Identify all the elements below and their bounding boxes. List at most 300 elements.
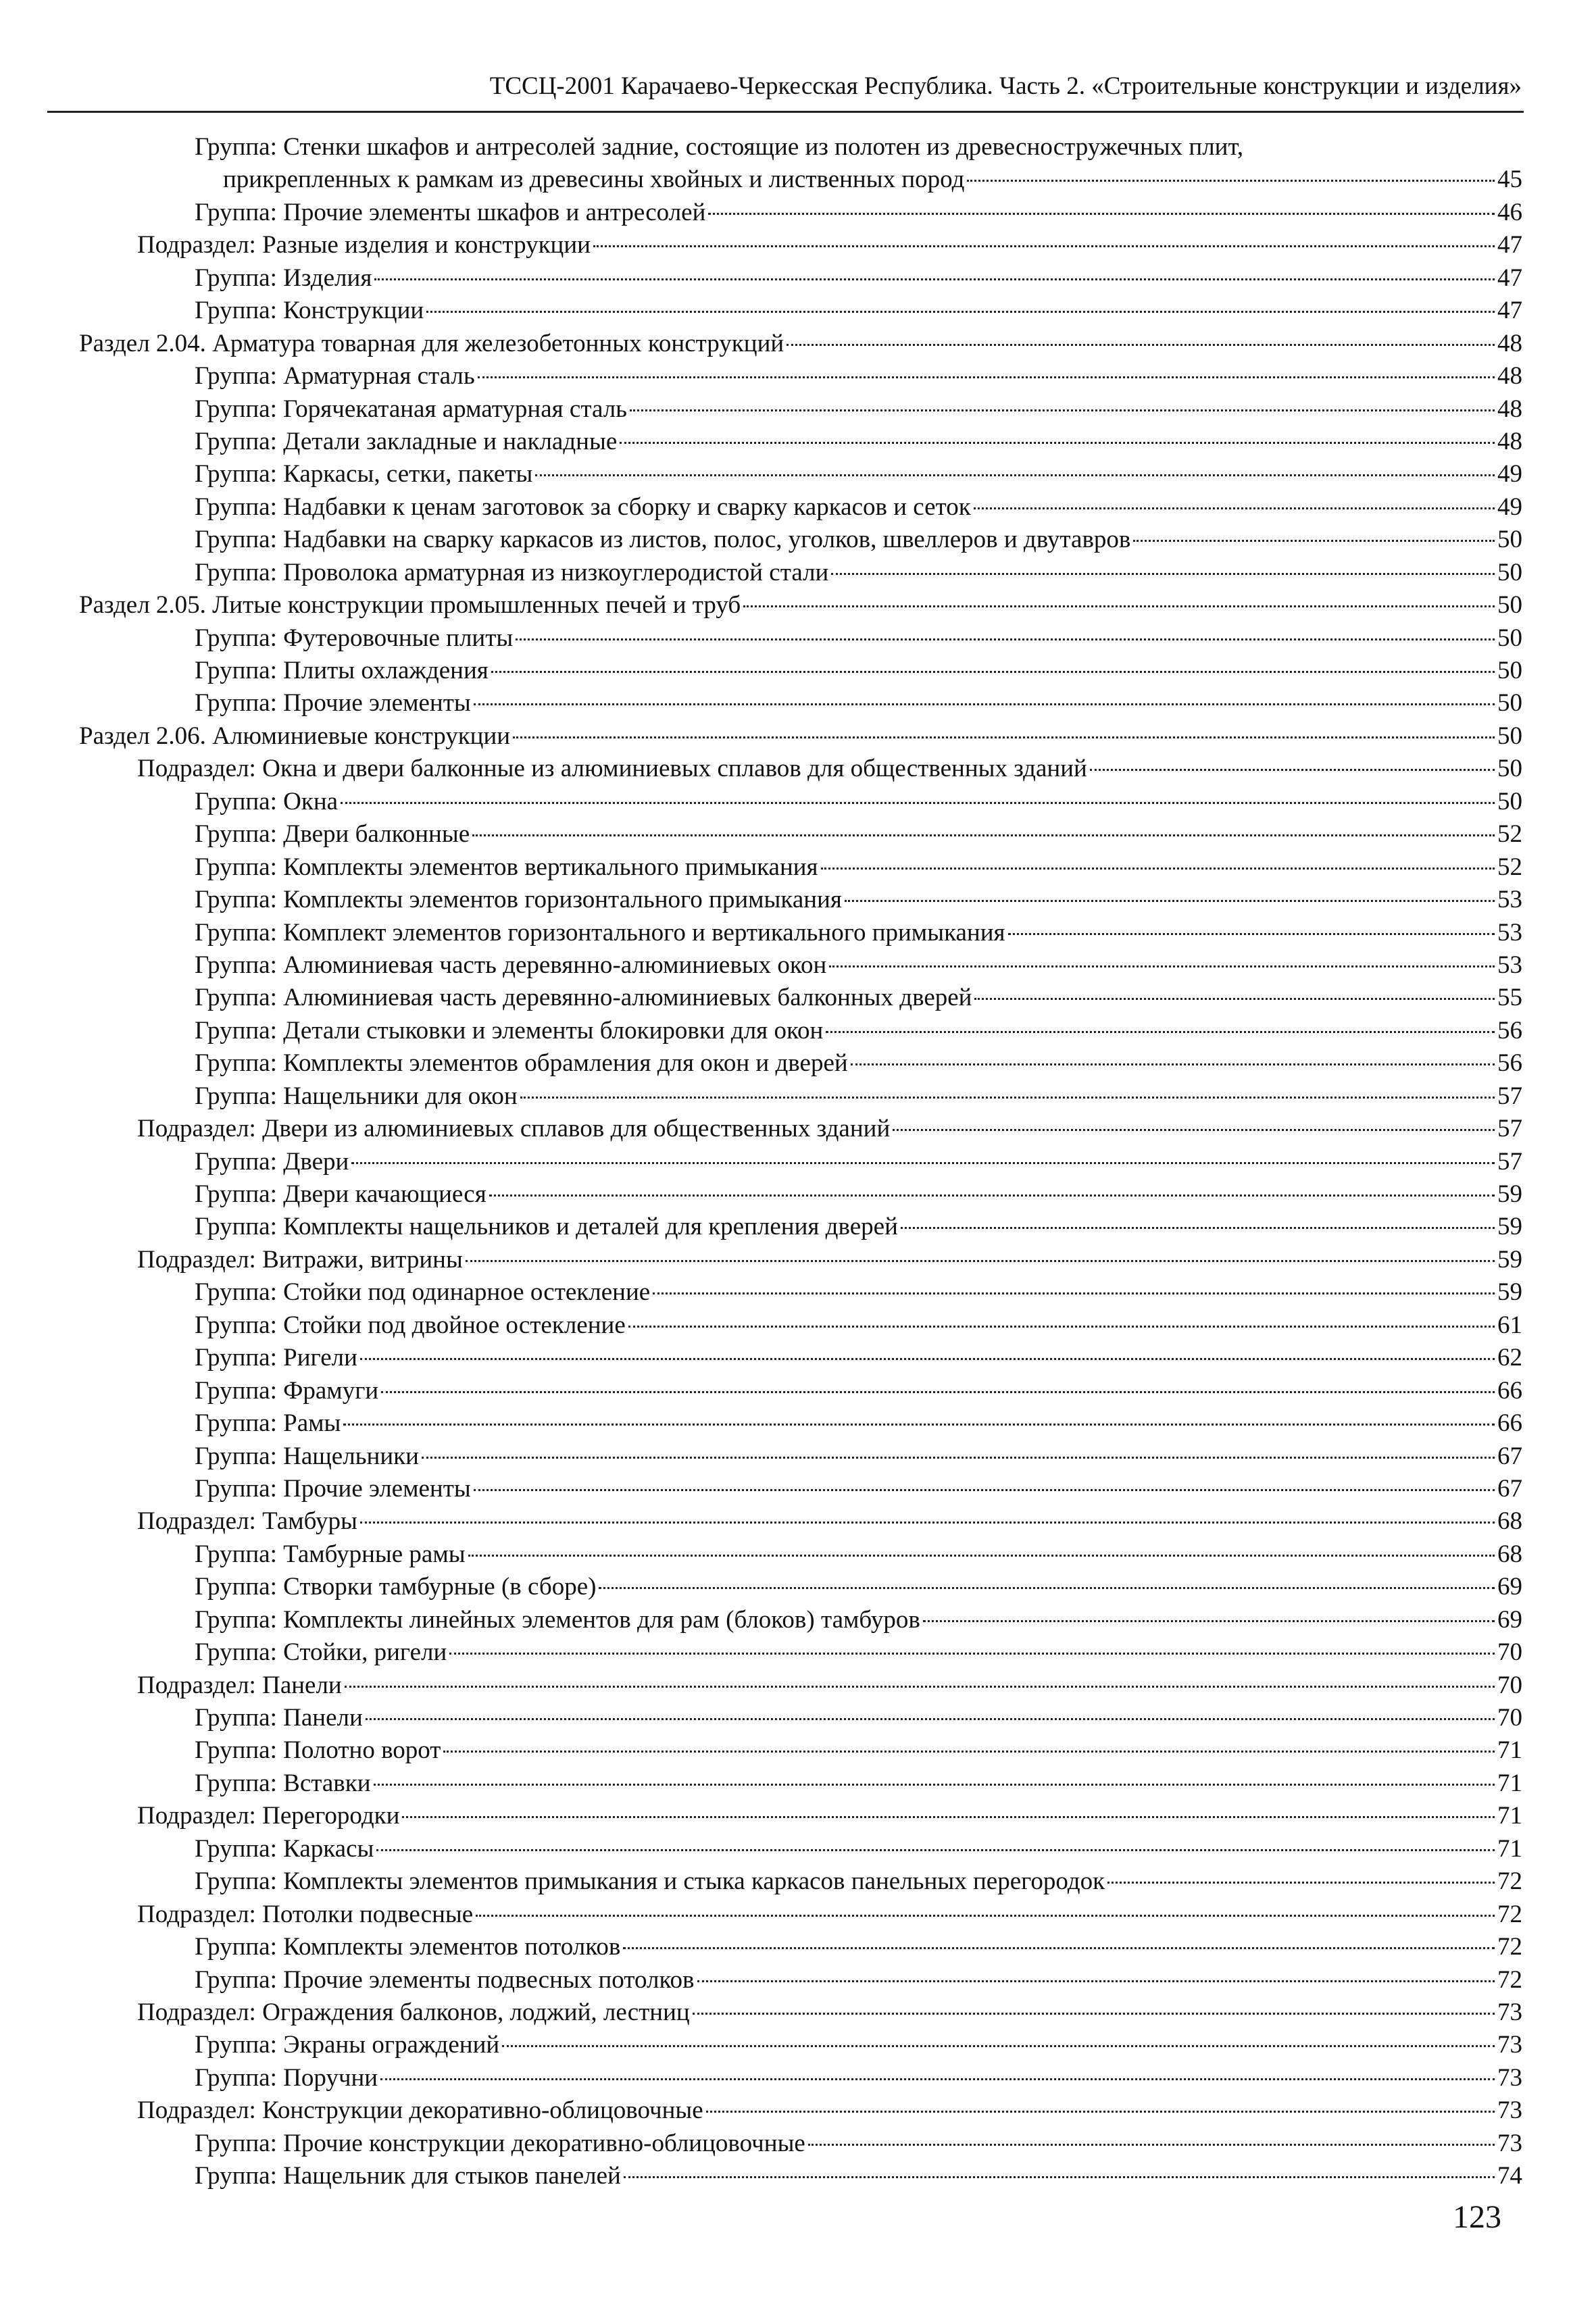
toc-entry-title-wrap xyxy=(137,1800,399,1832)
toc-entry-row xyxy=(195,1375,1522,1407)
toc-entry-prefix: Группа: xyxy=(195,657,284,685)
toc-entry-title: Разные изделия и конструкции xyxy=(262,231,591,259)
toc-entry xyxy=(0,2029,1596,2061)
toc-entry-page: 56 xyxy=(1497,1016,1522,1045)
toc-entry-title-wrap xyxy=(137,1244,463,1276)
toc-entry-prefix: Группа: xyxy=(195,460,284,488)
toc-entry-prefix: Группа: xyxy=(195,1965,284,1994)
toc-entry-page: 66 xyxy=(1497,1409,1522,1438)
toc-entry-prefix: Группа: xyxy=(195,395,284,423)
toc-entry xyxy=(0,1636,1596,1669)
toc-entry-row xyxy=(137,753,1522,785)
toc-entry-page: 74 xyxy=(1497,2162,1522,2190)
toc-entry-row xyxy=(79,720,1522,753)
toc-entry-row xyxy=(195,1407,1522,1440)
toc-entry-title: Полотно ворот xyxy=(283,1736,441,1765)
toc-entry-row xyxy=(195,491,1522,524)
toc-entry-row xyxy=(195,1047,1522,1080)
toc-entry-row xyxy=(195,1538,1522,1571)
toc-entry-page: 50 xyxy=(1497,591,1522,620)
toc-entry-row xyxy=(195,295,1522,327)
dot-leader xyxy=(599,1587,1495,1589)
dot-leader xyxy=(851,1063,1495,1065)
toc-entry-prefix: Группа: xyxy=(195,526,284,554)
dot-leader xyxy=(360,1358,1495,1360)
toc-entry-title-wrap xyxy=(195,1964,695,1996)
toc-entry xyxy=(0,1146,1596,1178)
toc-entry-prefix: Группа: xyxy=(195,2129,284,2157)
toc-entry-title: Потолки подвесные xyxy=(262,1900,474,1928)
toc-entry-title: Детали закладные и накладные xyxy=(283,427,618,455)
toc-entry-title: Тамбурные рамы xyxy=(283,1540,466,1568)
toc-entry xyxy=(0,949,1596,982)
toc-entry-prefix: Группа: xyxy=(195,820,284,849)
toc-entry-row xyxy=(195,1734,1522,1767)
toc-entry-title-wrap xyxy=(195,524,1130,556)
toc-entry xyxy=(0,917,1596,949)
toc-entry-page: 57 xyxy=(1497,1115,1522,1143)
toc-entry xyxy=(0,1113,1596,1145)
toc-entry-row xyxy=(137,1996,1522,2029)
toc-entry xyxy=(0,1702,1596,1734)
toc-entry-title: Надбавки к ценам заготовок за сборку и сварку каркасов и сеток xyxy=(283,493,971,521)
toc-entry-page: 73 xyxy=(1497,2031,1522,2059)
toc-entry xyxy=(0,622,1596,655)
toc-entry xyxy=(0,229,1596,261)
toc-entry-title-wrap xyxy=(195,982,972,1014)
toc-entry-page: 72 xyxy=(1497,1933,1522,1961)
toc-entry xyxy=(0,1178,1596,1211)
dot-leader xyxy=(468,1555,1495,1557)
toc-entry-page: 70 xyxy=(1497,1638,1522,1667)
toc-entry xyxy=(0,557,1596,589)
toc-entry-page: 49 xyxy=(1497,493,1522,521)
toc-entry-row xyxy=(195,884,1522,916)
toc-entry-title: Окна xyxy=(283,787,339,815)
toc-entry-row xyxy=(195,1146,1522,1178)
toc-entry-title: Панели xyxy=(283,1704,363,1732)
toc-entry-row xyxy=(195,360,1522,393)
toc-entry-title-wrap xyxy=(195,1407,341,1440)
toc-entry-title: Прочие конструкции декоративно-облицовочные xyxy=(283,2129,805,2157)
toc-entry xyxy=(0,1342,1596,1374)
toc-entry-prefix: Группа: xyxy=(195,558,284,586)
toc-entry-page: 71 xyxy=(1497,1736,1522,1765)
toc-entry xyxy=(0,851,1596,884)
toc-entry-prefix: Группа: xyxy=(195,1049,284,1078)
toc-entry xyxy=(0,818,1596,851)
toc-entry-prefix: Группа: xyxy=(195,2031,284,2059)
toc-entry xyxy=(0,1996,1596,2029)
toc-entry-row xyxy=(195,851,1522,884)
dot-leader xyxy=(343,1424,1495,1426)
toc-entry-title: Стенки шкафов и антресолей задние, состоящие из полотен из древесностружечных плит, xyxy=(283,133,1244,161)
dot-leader xyxy=(341,802,1495,804)
toc-entry-row xyxy=(79,589,1522,622)
toc-entry-prefix: Группа: xyxy=(195,984,284,1012)
toc-entry-page: 45 xyxy=(1497,166,1522,194)
toc-entry-prefix: Группа: xyxy=(195,1442,284,1470)
toc-entry-page: 48 xyxy=(1497,329,1522,357)
toc-entry xyxy=(0,197,1596,229)
toc-entry-title: Двери из алюминиевых сплавов для общественных зданий xyxy=(262,1115,891,1143)
toc-entry-title: Створки тамбурные (в сборе) xyxy=(283,1573,597,1601)
toc-entry xyxy=(0,1244,1596,1276)
toc-entry-title: Прочие элементы подвесных потолков xyxy=(283,1965,695,1994)
toc-entry-title-wrap xyxy=(195,2062,378,2094)
toc-entry-title: Панели xyxy=(262,1671,342,1699)
toc-entry-prefix: Группа: xyxy=(195,886,284,914)
toc-entry-prefix: Группа: xyxy=(195,787,284,815)
toc-entry-page: 48 xyxy=(1497,395,1522,423)
toc-entry-row xyxy=(195,1342,1522,1374)
toc-entry-prefix: Группа: xyxy=(195,624,284,652)
toc-entry-row xyxy=(195,1702,1522,1734)
toc-entry xyxy=(0,1964,1596,1996)
toc-entry xyxy=(0,262,1596,295)
toc-entry-prefix: Группа: xyxy=(195,1605,284,1634)
toc-entry-title-wrap xyxy=(195,1865,1105,1898)
toc-entry-page: 61 xyxy=(1497,1311,1522,1339)
toc-entry xyxy=(0,295,1596,327)
toc-entry-page: 52 xyxy=(1497,853,1522,881)
toc-entry-title-wrap xyxy=(79,328,784,360)
toc-entry-title-wrap xyxy=(195,458,532,491)
toc-entry-page: 71 xyxy=(1497,1769,1522,1797)
toc-entry-page: 73 xyxy=(1497,2129,1522,2157)
toc-entry-prefix: Группа: xyxy=(195,1016,284,1045)
toc-entry-page: 66 xyxy=(1497,1376,1522,1405)
toc-entry-title: Нащельник для стыков панелей xyxy=(283,2162,621,2190)
toc-entry-title-wrap xyxy=(195,1767,371,1800)
toc-entry-prefix: Группа: xyxy=(195,362,284,391)
toc-entry-title: Алюминиевые конструкции xyxy=(212,722,511,750)
toc-entry-row xyxy=(195,1636,1522,1669)
toc-entry-row xyxy=(195,1767,1522,1800)
toc-entry-title: Ригели xyxy=(283,1344,357,1372)
toc-entry-page: 72 xyxy=(1497,1965,1522,1994)
toc-entry-title-wrap xyxy=(195,393,627,426)
toc-entry-page: 57 xyxy=(1497,1082,1522,1110)
toc-entry xyxy=(0,687,1596,720)
dot-leader xyxy=(478,376,1495,378)
toc-entry-title: Надбавки на сварку каркасов из листов, полос, уголков, швеллеров и двутавров xyxy=(283,526,1131,554)
toc-entry-title: Алюминиевая часть деревянно-алюминиевых окон xyxy=(283,951,827,979)
toc-entry-title: Каркасы, сетки, пакеты xyxy=(283,460,533,488)
toc-entry-prefix: Группа: xyxy=(195,1147,284,1176)
toc-entry-title: Конструкции xyxy=(283,297,424,325)
toc-entry-row xyxy=(195,655,1522,687)
toc-entry-title-wrap xyxy=(195,884,842,916)
dot-leader xyxy=(466,1260,1495,1262)
toc-entry-row xyxy=(195,524,1522,556)
dot-leader xyxy=(923,1620,1495,1622)
toc-entry-title-wrap xyxy=(137,229,591,261)
toc-entry-page: 50 xyxy=(1497,689,1522,718)
toc-entry-title: Стойки под одинарное остекление xyxy=(283,1278,651,1307)
dot-leader xyxy=(376,1849,1495,1851)
toc-entry-prefix: Подраздел: xyxy=(137,1245,263,1274)
toc-entry-page: 50 xyxy=(1497,722,1522,750)
toc-entry-title: Стойки, ригели xyxy=(283,1638,447,1667)
toc-entry-title-wrap xyxy=(195,1309,626,1342)
dot-leader xyxy=(489,1194,1495,1197)
toc-entry xyxy=(0,2062,1596,2094)
toc-entry-page: 73 xyxy=(1497,1998,1522,2026)
dot-leader xyxy=(380,2078,1495,2080)
toc-entry-title: Двери xyxy=(283,1147,349,1176)
toc-entry-title: Прочие элементы xyxy=(283,1474,471,1503)
toc-entry-row xyxy=(195,1440,1522,1473)
toc-entry-title-wrap xyxy=(195,1342,357,1374)
toc-entry-row xyxy=(195,2029,1522,2061)
toc-entry-row xyxy=(195,1833,1522,1865)
toc-entry-page: 71 xyxy=(1497,1802,1522,1830)
toc-entry-prefix: Подраздел: xyxy=(137,1507,263,1536)
toc-entry xyxy=(0,1080,1596,1113)
toc-entry-page: 72 xyxy=(1497,1900,1522,1928)
toc-entry xyxy=(0,1375,1596,1407)
toc-entry-title-wrap xyxy=(195,1571,596,1603)
toc-entry xyxy=(0,491,1596,524)
dot-leader xyxy=(826,1031,1495,1033)
toc-entry xyxy=(0,426,1596,458)
toc-entry-row xyxy=(137,1800,1522,1832)
toc-entry-title: Экраны ограждений xyxy=(283,2031,500,2059)
toc-entry-title: Арматура товарная для железобетонных конструкций xyxy=(212,329,784,357)
toc-entry-title: Плиты охлаждения xyxy=(283,657,489,685)
toc-entry-row xyxy=(195,426,1522,458)
toc-entry-prefix: Группа: xyxy=(195,1867,284,1896)
toc-entry-prefix: Группа: xyxy=(195,1933,284,1961)
toc-entry-row xyxy=(195,2128,1522,2160)
toc-entry-title-wrap xyxy=(137,1505,357,1538)
toc-entry-row xyxy=(195,1309,1522,1342)
toc-entry-prefix: Группа: xyxy=(195,1540,284,1568)
toc-entry-page: 70 xyxy=(1497,1704,1522,1732)
toc-entry-prefix: Группа: xyxy=(195,2063,284,2092)
toc-entry-page: 59 xyxy=(1497,1278,1522,1307)
toc-entry xyxy=(0,1571,1596,1603)
toc-entry-page: 62 xyxy=(1497,1344,1522,1372)
toc-entry-page: 47 xyxy=(1497,231,1522,259)
toc-entry-title: Проволока арматурная из низкоуглеродистой стали xyxy=(283,558,829,586)
toc-entry-row xyxy=(195,949,1522,982)
toc-entry xyxy=(0,589,1596,622)
toc-entry-prefix: Группа: xyxy=(195,689,284,718)
toc-entry-page: 73 xyxy=(1497,2096,1522,2125)
dot-leader xyxy=(426,311,1495,313)
toc-entry-title-wrap xyxy=(79,589,741,622)
toc-entry-title: Стойки под двойное остекление xyxy=(283,1311,626,1339)
toc-entry-prefix: Группа: xyxy=(195,1311,284,1339)
toc-entry-title: Комплекты элементов обрамления для окон и дверей xyxy=(283,1049,848,1078)
toc-entry-prefix: Группа: xyxy=(195,1213,284,1241)
toc-entry-title-wrap xyxy=(195,491,971,524)
dot-leader xyxy=(808,2144,1495,2146)
toc-entry-page: 48 xyxy=(1497,362,1522,391)
toc-entry xyxy=(0,1931,1596,1963)
dot-leader xyxy=(624,2176,1495,2178)
toc-entry xyxy=(0,393,1596,426)
toc-entry xyxy=(0,720,1596,753)
toc-entry-prefix: Группа: xyxy=(195,1769,284,1797)
toc-entry-prefix: Группа: xyxy=(195,2162,284,2190)
toc-entry-title: Двери качающиеся xyxy=(283,1180,487,1209)
toc-entry xyxy=(0,982,1596,1014)
toc-entry-prefix: Группа: xyxy=(195,951,284,979)
dot-leader xyxy=(351,1162,1495,1164)
toc-entry-row xyxy=(195,1865,1522,1898)
toc-entry xyxy=(0,1767,1596,1800)
toc-entry xyxy=(0,2160,1596,2192)
toc-entry-title-wrap xyxy=(195,557,828,589)
toc-entry-row xyxy=(195,458,1522,491)
toc-entry-prefix: Подраздел: xyxy=(137,231,263,259)
running-header: ТССЦ-2001 Карачаево-Черкесская Республика. Часть 2. «Строительные конструкции и изделия» xyxy=(489,72,1522,100)
toc-entry xyxy=(0,131,1596,197)
toc-entry-title-wrap xyxy=(195,1047,848,1080)
toc-entry-prefix: Группа: xyxy=(195,1573,284,1601)
toc-entry-title-wrap xyxy=(195,2128,805,2160)
toc-entry-title: Изделия xyxy=(283,263,372,292)
toc-entry-page: 67 xyxy=(1497,1442,1522,1470)
toc-entry-prefix: Подраздел: xyxy=(137,2096,263,2125)
dot-leader xyxy=(831,573,1495,575)
toc-entry-page: 72 xyxy=(1497,1867,1522,1896)
dot-leader xyxy=(630,409,1495,411)
toc-entry-title-wrap xyxy=(195,426,617,458)
toc-entry xyxy=(0,1473,1596,1505)
dot-leader xyxy=(491,671,1495,673)
toc-entry-page: 67 xyxy=(1497,1474,1522,1503)
toc-entry-title: Двери балконные xyxy=(283,820,470,849)
toc-entry-prefix: Раздел 2.04. xyxy=(79,329,213,357)
toc-entry-title-wrap xyxy=(195,687,471,720)
dot-leader xyxy=(967,180,1495,182)
toc-entry xyxy=(0,655,1596,687)
dot-leader xyxy=(787,344,1495,346)
toc-entry-title: Комплект элементов горизонтального и вертикального примыкания xyxy=(283,918,1005,947)
toc-entry-title-wrap xyxy=(137,1898,473,1931)
toc-entry-title-wrap xyxy=(195,262,372,295)
toc-entry-page: 71 xyxy=(1497,1834,1522,1863)
toc-entry xyxy=(0,1800,1596,1832)
toc-entry-prefix: Раздел 2.06. xyxy=(79,722,213,750)
toc-entry-row xyxy=(137,1113,1522,1145)
toc-entry-row xyxy=(137,1505,1522,1538)
toc-entry-title-wrap xyxy=(195,818,470,851)
toc-entry xyxy=(0,2094,1596,2127)
toc-entry-row xyxy=(137,2094,1522,2127)
toc-entry-row xyxy=(195,1080,1522,1113)
toc-entry-row xyxy=(195,393,1522,426)
dot-leader xyxy=(974,998,1495,1000)
toc-entry-title-wrap xyxy=(195,1636,447,1669)
toc-entry-title: Футеровочные плиты xyxy=(283,624,514,652)
dot-leader xyxy=(829,965,1495,967)
toc-entry-row xyxy=(195,1964,1522,1996)
toc-entry xyxy=(0,1276,1596,1309)
toc-entry-title: Витражи, витрины xyxy=(262,1245,463,1274)
dot-leader xyxy=(901,1227,1495,1229)
toc-entry-prefix: Группа: xyxy=(195,918,284,947)
toc-entry-row xyxy=(195,1015,1522,1047)
toc-entry xyxy=(0,1211,1596,1243)
toc-entry-title-wrap xyxy=(195,655,489,687)
toc-entry-title-wrap xyxy=(195,1375,378,1407)
toc-entry-prefix: Группа: xyxy=(195,427,284,455)
dot-leader xyxy=(516,638,1495,640)
toc-entry-row xyxy=(195,1276,1522,1309)
toc-entry-title-wrap xyxy=(195,1931,620,1963)
toc-entry xyxy=(0,458,1596,491)
page-number: 123 xyxy=(1453,2199,1501,2235)
toc-entry-title: Поручни xyxy=(283,2063,378,2092)
toc-entry-title: Горячекатаная арматурная сталь xyxy=(283,395,628,423)
toc-entry xyxy=(0,1833,1596,1865)
toc-entry-row xyxy=(223,164,1522,196)
dot-leader xyxy=(1008,933,1495,935)
toc-entry-page: 47 xyxy=(1497,297,1522,325)
toc-entry-title: Арматурная сталь xyxy=(283,362,475,391)
toc-entry-page: 69 xyxy=(1497,1573,1522,1601)
table-of-contents xyxy=(0,131,1596,2193)
toc-entry-prefix: Подраздел: xyxy=(137,1998,263,2026)
toc-entry-prefix: Группа: xyxy=(195,1278,284,1307)
toc-entry-row xyxy=(195,786,1522,818)
toc-entry-page: 53 xyxy=(1497,951,1522,979)
toc-entry-prefix: Группа: xyxy=(195,1376,284,1405)
dot-leader xyxy=(474,1489,1495,1491)
toc-entry-prefix: Группа: xyxy=(195,1409,284,1438)
toc-entry-prefix: Раздел 2.05. xyxy=(79,591,213,620)
toc-entry xyxy=(0,1440,1596,1473)
toc-entry-title: Комплекты элементов потолков xyxy=(283,1933,621,1961)
dot-leader xyxy=(974,507,1495,509)
toc-entry-prefix: Подраздел: xyxy=(137,1900,263,1928)
toc-entry-title-wrap xyxy=(195,786,338,818)
toc-entry-prefix: Группа: xyxy=(195,853,284,881)
dot-leader xyxy=(402,1816,1495,1818)
toc-entry xyxy=(0,524,1596,556)
toc-entry-page: 52 xyxy=(1497,820,1522,849)
toc-entry-title-wrap xyxy=(195,1015,823,1047)
toc-entry-prefix: Группа: xyxy=(195,198,284,226)
toc-entry-page: 70 xyxy=(1497,1671,1522,1699)
toc-entry-row xyxy=(195,1178,1522,1211)
toc-entry xyxy=(0,1407,1596,1440)
toc-entry-title: Конструкции декоративно-облицовочные xyxy=(262,2096,703,2125)
toc-entry-page: 73 xyxy=(1497,2063,1522,2092)
toc-entry-page: 47 xyxy=(1497,263,1522,292)
toc-entry-page: 49 xyxy=(1497,460,1522,488)
toc-entry-page: 68 xyxy=(1497,1540,1522,1568)
toc-entry xyxy=(0,360,1596,393)
dot-leader xyxy=(535,474,1495,476)
toc-entry-row xyxy=(195,2160,1522,2192)
toc-entry-row xyxy=(195,557,1522,589)
toc-entry-row xyxy=(195,818,1522,851)
dot-leader xyxy=(374,1784,1495,1786)
toc-entry-title: Вставки xyxy=(283,1769,371,1797)
dot-leader xyxy=(360,1521,1495,1524)
toc-entry-title-continuation: прикрепленных к рамкам из древесины хвойных и лиственных пород xyxy=(223,166,965,194)
toc-entry-title: Окна и двери балконные из алюминиевых сплавов для общественных зданий xyxy=(262,755,1087,783)
dot-leader xyxy=(520,1097,1495,1099)
toc-entry-title: Детали стыковки и элементы блокировки для окон xyxy=(283,1016,824,1045)
dot-leader xyxy=(1107,1882,1495,1884)
